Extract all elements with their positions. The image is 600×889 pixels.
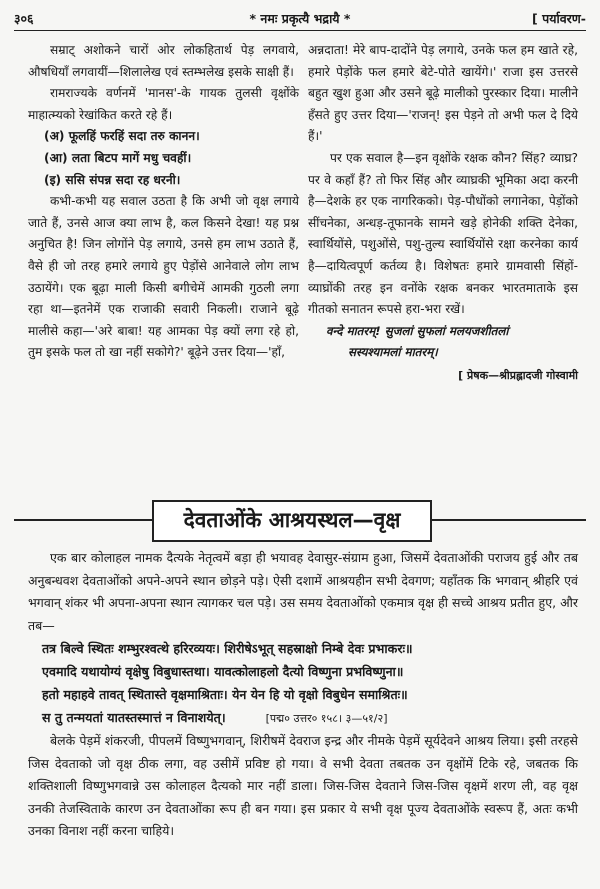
quote-line: (अ) फूलहिं फरहिं सदा तरु कानन।: [44, 129, 200, 144]
running-title: * नमः प्रकृत्यै भद्रायै *: [249, 11, 351, 26]
paragraph: रामराज्यके वर्णनमें 'मानस'-के गायक तुलसी वृक्षोंके माहात्म्यको रेखांकित करते रहे हैं।: [28, 86, 299, 122]
page-number: ३०६: [14, 11, 34, 26]
paragraph: बेलके पेड़में शंकरजी, पीपलमें विष्णुभगवान्, शिरीषमें देवराज इन्द्र और नीमके पेड़में सूर्यदेवने आश्रय लिया। इसी तरहसे जिस देवताको जो वृक्ष ठीक लगा, वह उसीमें प्रविष्ट हो गया। वे सभी देवता तबतक उन वृक्षोंमें टिके रहे, जबतक कि शक्तिशाली विष्णुभगवान्ने उस कोलाहल दैत्यको मार नहीं डाला। जिस-जिस देवताने जिस-जिस वृक्षमें शरण ली, वह वृक्ष उनकी तेजस्विताके कारण उन देवताओंका रूप ही बन गया। इस प्रकार ये सभी वृक्ष पूज्य देवताओंके स्वरूप हैं, अतः कभी उनका विनाश नहीं करना चाहिये।: [28, 733, 578, 838]
verse-line: सस्यश्यामलां मातरम्।: [348, 344, 438, 359]
quote-line: (आ) लता बिटप मागें मधु चवहीं।: [44, 150, 192, 165]
left-column: [28, 40, 299, 364]
paragraph: कभी-कभी यह सवाल उठता है कि अभी जो वृक्ष लगाये जाते हैं, उनसे आज क्या लाभ है, कल किसने देखा! यह प्रश्न अनुचित है! जिन लोगोंने पेड़ लगाये, उनसे हम लाभ उठाते हैं, वैसे ही जो तरह हमारे लगाये हुए पेड़ोंसे आनेवाले लोग लाभ उठायेंगे। एक बूढ़ा माली किसी बगीचेमें आमकी गुठली लगा रहा था—इतनेमें एक राजाकी सवारी निकली। राजाने बूढ़े मालीसे कहा—'अरे बाबा! यह आमका पेड़ क्यों लगा रहे हो, तुम इसके फल तो खा नहीं सकोगे?' बूढ़ेने उत्तर दिया—'हाँ,: [28, 194, 299, 360]
paragraph: सम्राट् अशोकने चारों ओर लोकहितार्थ पेड़ लगवाये, औषधियाँ लगवायीं—शिलालेख एवं स्तम्भलेख इसके साक्षी हैं।: [28, 43, 299, 79]
verse-line: तत्र बिल्वे स्थितः शम्भुरश्वत्थे हरिरव्ययः। शिरीषेऽभूत् सहस्राक्षो निम्बे देवः प्रभाकरः॥: [42, 641, 413, 656]
quote-line: (इ) ससि संपन्न सदा रह धरनी।: [44, 172, 181, 187]
sanskrit-verses: [28, 637, 578, 730]
verse-line: [42, 706, 578, 730]
verse-reference: [पद्म० उत्तर० १५८। ३—५१/२]: [265, 712, 388, 725]
paragraph: अन्नदाता! मेरे बाप-दादोंने पेड़ लगाये, उनके फल हम खाते रहे, हमारे पेड़ोंके फल हमारे बेटे-पोते खायेंगे।' राजा इस उत्तरसे बहुत खुश हुआ और उसने बूढ़े मालीको पुरस्कार दिया। मालीने हँसते हुए उत्तर दिया—'राजन्! इस पेड़ने तो अभी फल दे दिये हैं।': [308, 43, 578, 144]
verse-line: वन्दे मातरम्! सुजलां सुफलां मलयजशीतलां: [326, 323, 509, 338]
verse-text: स तु तन्मयतां यातस्तस्मात्तं न विनाशयेत्।: [42, 710, 226, 725]
title-rule-right: [432, 519, 586, 521]
paragraph: एक बार कोलाहल नामक दैत्यके नेतृत्वमें बड़ा ही भयावह देवासुर-संग्राम हुआ, जिसमें देवताओंकी पराजय हुई और तब अनुबन्धवश देवताओंको अपने-अपने स्थान छोड़ने पड़े। ऐसी दशामें आश्रयहीन सभी देवगण; यहाँतक कि भगवान् श्रीहरि एवं भगवान् शंकर भी अपना-अपना स्थान त्यागकर चल पड़े। उस समय देवताओंको एकमात्र वृक्ष ही सच्चे आश्रय प्रतीत हुए, और तब—: [28, 550, 578, 633]
verse-line: एवमादि यथायोग्यं वृक्षेषु विबुधास्तथा। यावत्कोलाहलो दैत्यो विष्णुना प्रभविष्णुना॥: [42, 664, 404, 679]
paragraph: पर एक सवाल है—इन वृक्षोंके रक्षक कौन? सिंह? व्याघ्र? पर वे कहाँ हैं? तो फिर सिंह और व्याघ्रकी भूमिका अदा करनी है—देशके हर एक नागरिकको। पेड़-पौधोंको लगानेका, पेड़ोंको सींचनेका, अन्धड़-तूफानके सामने खड़े होनेकी शक्ति देनेका, स्वार्थियोंसे, पशुओंसे, पशु-तुल्य स्वार्थियोंसे रक्षा करनेका कार्य है—दायित्वपूर्ण कर्तव्य है। विशेषतः हमारे ग्रामवासी सिंहों-व्याघ्रोंकी तरह इन वनोंके रक्षक बनकर भारतमाताके इस गीतको सनातन रूपसे हरा-भरा रखें।: [308, 150, 578, 317]
page-header: [14, 4, 586, 31]
verse-line: हतो महाहवे तावत् स्थितास्ते वृक्षमाश्रिताः। येन येन हि यो वृक्षो विबुधेन समाश्रितः॥: [42, 687, 408, 702]
section-label: [ पर्यावरण-: [532, 11, 586, 26]
sender-credit: [ प्रेषक—श्रीप्रह्लादजी गोस्वामी: [458, 368, 578, 382]
right-column: [308, 40, 578, 386]
title-rule-left: [14, 519, 152, 521]
section-body: [28, 547, 578, 843]
section-title: देवताओंके आश्रयस्थल—वृक्ष: [152, 500, 432, 542]
